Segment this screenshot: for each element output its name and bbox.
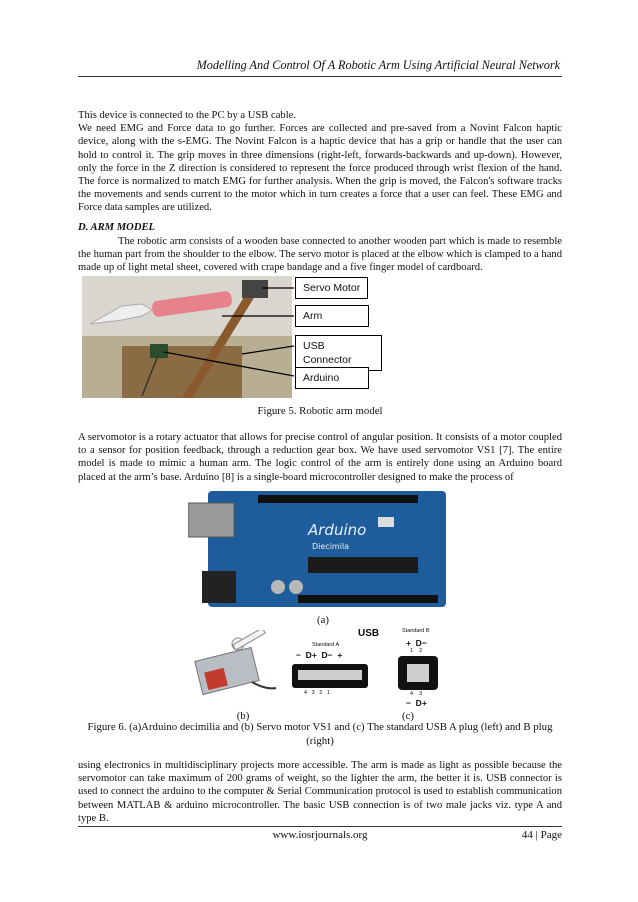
usb-text xyxy=(78,759,562,825)
label-b: (b) xyxy=(236,710,250,722)
standard-a-label: Standard A xyxy=(312,642,340,648)
intro-paragraph-1: This device is connected to the PC by a USB cable. xyxy=(78,110,297,121)
label-arduino: Arduino xyxy=(295,367,369,389)
standard-b-bottom-pins: − D+ xyxy=(406,698,427,708)
section-paragraph-1: The robotic arm consists of a wooden base connected to another wooden part which is made to resemble the human part from the shoulder to the elbow. The servo motor is placed at the elbow which is clamped to a hand made up of light metal sheet, covered with crape bandage and a five finger model of cardboard. xyxy=(78,236,562,274)
standard-b-top-numbers: 1 2 xyxy=(410,648,423,654)
servo-motor-illustration xyxy=(192,630,280,706)
arduino-photo xyxy=(188,487,450,611)
intro-paragraph-2: We need EMG and Force data to go further. Forces are collected and pre-saved from a Novint Falcon haptic device, along with the s-EMG. The Novint Falcon is a haptic device that has a grip or handle that the user can hold to control it. The grip moves in three dimensions (right-left, forwards-backwards and up-down). However, only the force in the Z direction is considered to represent the force produced through wrist flexion of the hand. The force is normalized to match EMG for further analysis. When the grip is moved, the Falcon's software tracks the movements and sends current to the motor which in turn creates a force that a user can feel. These EMG and Force data samples are utilized. xyxy=(78,123,562,214)
label-usb-connector: USB Connector xyxy=(295,335,382,371)
figure-5 xyxy=(82,276,382,400)
arduino-board-text: Arduino xyxy=(308,521,367,539)
section-text xyxy=(78,235,562,275)
footer-page-number: 44 | Page xyxy=(521,829,562,841)
header-rule xyxy=(78,76,562,77)
label-arm: Arm xyxy=(295,305,369,327)
arduino-board-subtext: Diecimila xyxy=(312,542,350,551)
standard-a-pins: − D+ D− + xyxy=(296,650,343,660)
section-heading: D. ARM MODEL xyxy=(78,222,156,233)
standard-b-label: Standard B xyxy=(402,628,430,634)
standard-b-top-pins: + D− xyxy=(406,638,427,648)
running-header: Modelling And Control Of A Robotic Arm Using Artificial Neural Network xyxy=(196,58,560,72)
servo-text xyxy=(78,431,562,484)
footer-site: www.iosrjournals.org xyxy=(272,829,368,841)
label-a: (a) xyxy=(317,614,329,626)
usb-paragraph: using electronics in multidisciplinary projects more accessible. The arm is made as light as possible because the servomotor can take maximum of 200 grams of weight, so the lighter the arm, the better it is. USB connector is used to connect the arduino to the computer & Serial Communication protocol is used to establish communication between MATLAB & arduino microcontroller. The basic USB connection is of two male jacks viz. type A and type B. xyxy=(78,760,562,824)
figure-5-caption: Figure 5. Robotic arm model xyxy=(257,405,383,417)
usb-diagram xyxy=(292,628,452,708)
figure-6-caption-line-1: Figure 6. (a)Arduino decimilia and (b) Servo motor VS1 and (c) The standard USB A plug (left) and B plug xyxy=(87,721,553,733)
footer-rule xyxy=(78,826,562,827)
servo-paragraph: A servomotor is a rotary actuator that allows for precise control of angular position. It consists of a motor coupled to a sensor for position feedback, through a reduction gear box. We have used servomotor VS1 [7]. The entire model is made to mimic a human arm. The logic control of the arm is entirely done using an Arduino board placed at the arm’s base. Arduino [8] is a single-board microcontroller designed to make the process of xyxy=(78,432,562,483)
standard-a-numbers: 4 3 2 1 xyxy=(304,690,330,696)
intro-text xyxy=(78,109,562,215)
servo-photo xyxy=(192,630,280,706)
arduino-board-illustration xyxy=(188,487,450,611)
usb-title: USB xyxy=(358,628,380,639)
label-servo-motor: Servo Motor xyxy=(295,277,368,299)
standard-b-bottom-numbers: 4 3 xyxy=(410,691,423,697)
figure-6-caption-line-2: (right) xyxy=(306,735,334,747)
standard-a-plug xyxy=(292,664,368,688)
label-c: (c) xyxy=(402,710,414,722)
standard-b-plug xyxy=(398,656,438,690)
